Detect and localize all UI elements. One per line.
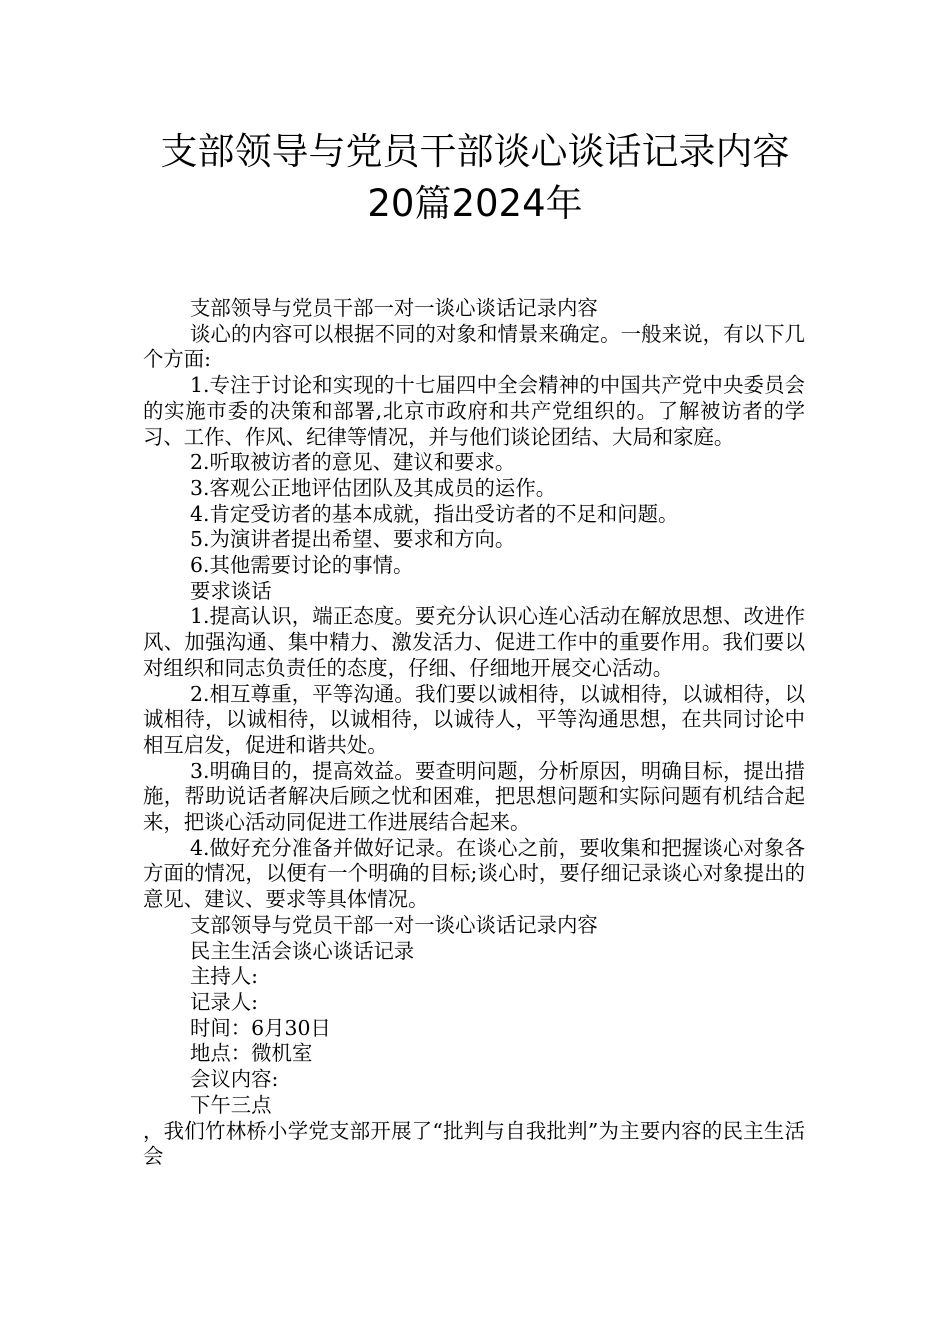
document-title-line-1: 支部领导与党员干部谈心谈话记录内容 — [160, 130, 790, 173]
paragraph: 1.专注于讨论和实现的十七届四中全会精神的中国共产党中央委员会的实施市委的决策和部署,北京市政府和共产党组织的。了解被访者的学习、工作、作风、纪律等情况，并与他们谈论团结、大局和家庭。 — [143, 373, 805, 449]
paragraph: 下午三点 — [190, 1092, 272, 1117]
paragraph: 5.为演讲者提出希望、要求和方向。 — [190, 527, 516, 552]
document-title — [100, 126, 850, 230]
record-title: 民主生活会谈心谈话记录 — [190, 938, 415, 963]
record-location: 地点：微机室 — [190, 1041, 313, 1066]
paragraph: 谈心的内容可以根据不同的对象和情景来确定。一般来说，有以下几个方面: — [143, 321, 805, 372]
section-heading: 支部领导与党员干部一对一谈心谈话记录内容 — [190, 912, 598, 937]
paragraph: 4.做好充分准备并做好记录。在谈心之前，要收集和把握谈心对象各方面的情况，以便有一个明确的目标;谈心时，要仔细记录谈心对象提出的意见、建议、要求等具体情况。 — [143, 835, 805, 912]
record-time: 时间：6月30日 — [190, 1015, 331, 1040]
paragraph: 2.相互尊重，平等沟通。我们要以诚相待，以诚相待，以诚相待，以诚相待，以诚相待，以诚相待，以诚待人，平等沟通思想，在共同讨论中相互启发，促进和谐共处。 — [143, 681, 805, 757]
section-heading: 要求谈话 — [190, 578, 272, 603]
paragraph: 3.明确目的，提高效益。要查明问题，分析原因，明确目标，提出措施，帮助说话者解决后顾之忧和困难，把思想问题和实际问题有机结合起来，把谈心活动同促进工作进展结合起来。 — [143, 758, 805, 835]
record-content-label: 会议内容: — [190, 1067, 279, 1092]
paragraph: ，我们竹林桥小学党支部开展了“批判与自我批判”为主要内容的民主生活会 — [143, 1118, 805, 1169]
paragraph: 4.肯定受访者的基本成就，指出受访者的不足和问题。 — [190, 501, 679, 526]
paragraph: 2.听取被访者的意见、建议和要求。 — [190, 450, 516, 475]
paragraph: 支部领导与党员干部一对一谈心谈话记录内容 — [190, 296, 598, 320]
record-recorder: 记录人: — [190, 989, 259, 1014]
paragraph: 6.其他需要讨论的事情。 — [190, 553, 414, 578]
document-body — [143, 296, 805, 1170]
record-host: 主持人: — [190, 964, 259, 989]
document-title-line-2: 20篇2024年 — [367, 182, 583, 225]
paragraph: 1.提高认识，端正态度。要充分认识心连心活动在解放思想、改进作风、加强沟通、集中精力、激发活力、促进工作中的重要作用。我们要以对组织和同志负责任的态度，仔细、仔细地开展交心活动。 — [143, 604, 805, 680]
paragraph: 3.客观公正地评估团队及其成员的运作。 — [190, 475, 557, 500]
